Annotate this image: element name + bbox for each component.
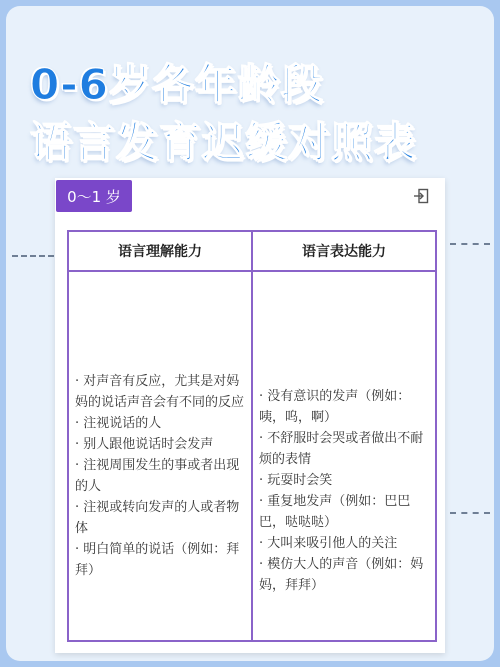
list-item: · 注视说话的人 [75,413,245,434]
title-line-2: 语言发育迟缓对照表 [30,118,418,167]
list-item: · 没有意识的发声（例如：咦，呜，啊） [259,386,429,428]
list-item: · 大叫来吸引他人的关注 [259,533,429,554]
list-item: · 对声音有反应，尤其是对妈妈的说话声音会有不同的反应 [75,371,245,413]
expression-cell [252,271,436,641]
header-understanding: 语言理解能力 [68,231,252,271]
list-item: · 不舒服时会哭或者做出不耐烦的表情 [259,428,429,470]
expression-list [259,386,429,596]
dashed-line-right [450,243,490,245]
dashed-line-right-lower [450,512,490,514]
list-item: · 注视或转向发声的人或者物体 [75,497,245,539]
header-expression: 语言表达能力 [252,231,436,271]
dashed-line-left [12,255,54,257]
list-item: · 别人跟他说话时会发声 [75,434,245,455]
exit-icon[interactable] [413,188,429,204]
age-range-tab[interactable]: 0～1 岁 [56,180,132,212]
title-line-1: 0-6岁各年龄段 [30,60,324,109]
comparison-table [67,230,437,642]
list-item: · 注视周围发生的事或者出现的人 [75,455,245,497]
understanding-cell [68,271,252,641]
list-item: · 重复地发声（例如：巴巴巴，哒哒哒） [259,491,429,533]
list-item: · 模仿大人的声音（例如：妈妈，拜拜） [259,554,429,596]
list-item: · 明白简单的说话（例如：拜拜） [75,539,245,581]
list-item: · 玩耍时会笑 [259,470,429,491]
understanding-list [75,371,245,581]
